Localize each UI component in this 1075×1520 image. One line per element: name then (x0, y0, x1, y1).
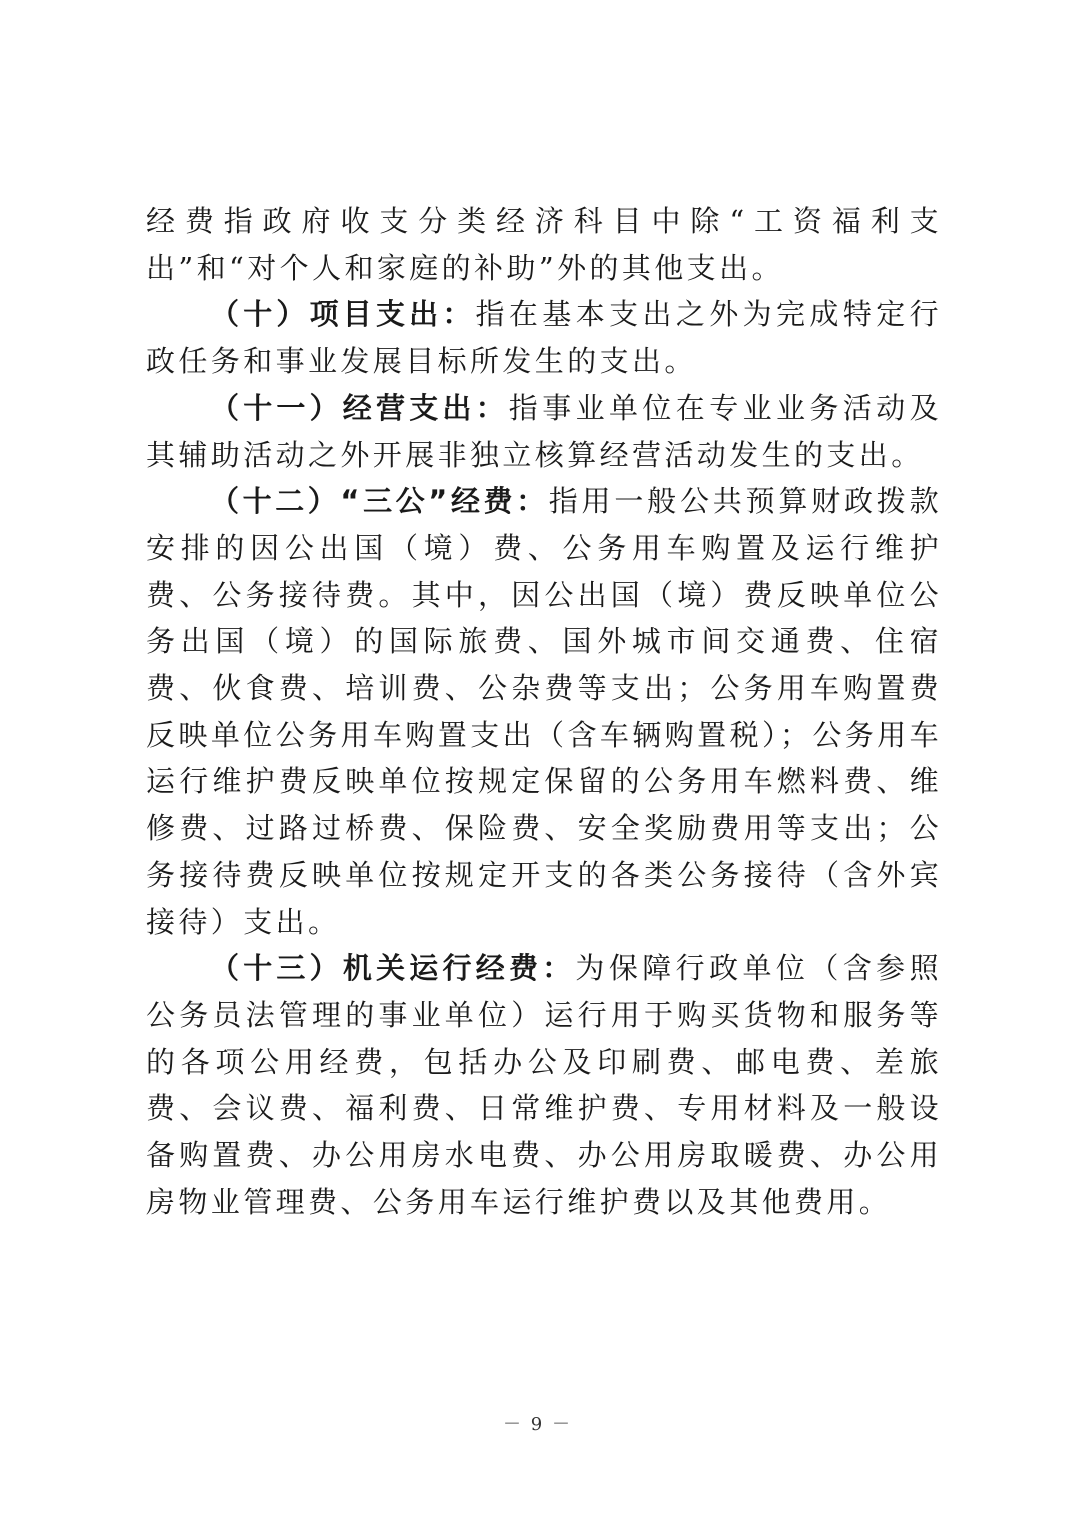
paragraph-text: 为保障行政单位（含参照公务员法管理的事业单位）运行用于购买货物和服务等的各项公用经费，包括办公及印刷费、邮电费、差旅费、会议费、福利费、日常维护费、专用材料及一般设备购置费、办公用房水电费、办公用房取暖费、办公用房物业管理费、公务用车运行维护费以及其他费用。 (146, 951, 942, 1219)
term-heading: （十二）“三公”经费： (210, 484, 549, 519)
term-heading: （十三）机关运行经费： (210, 951, 576, 986)
term-heading: （十）项目支出： (210, 297, 476, 332)
paragraph-agency-operating-costs (146, 945, 942, 1225)
paragraph-operating-expenditure (146, 385, 942, 478)
document-body (146, 198, 942, 1225)
paragraph-continuation (146, 198, 942, 291)
page-number: － 9 － (503, 1414, 572, 1435)
paragraph-text: 指在基本支出之外为完成特定行政任务和事业发展目标所发生的支出。 (146, 297, 942, 379)
paragraph-three-public-expenses (146, 478, 942, 945)
paragraph-text: 指事业单位在专业业务活动及其辅助活动之外开展非独立核算经营活动发生的支出。 (146, 390, 942, 472)
term-heading: （十一）经营支出： (210, 390, 509, 425)
paragraph-text: 指用一般公共预算财政拨款安排的因公出国（境）费、公务用车购置及运行维护费、公务接待费。其中，因公出国（境）费反映单位公务出国（境）的国际旅费、国外城市间交通费、住宿费、伙食费、培训费、公杂费等支出；公务用车购置费反映单位公务用车购置支出（含车辆购置税）；公务用车运行维护费反映单位按规定保留的公务用车燃料费、维修费、过路过桥费、保险费、安全奖励费用等支出；公务接待费反映单位按规定开支的各类公务接待（含外宾接待）支出。 (146, 484, 942, 939)
paragraph-project-expenditure (146, 291, 942, 384)
paragraph-text: 经费指政府收支分类经济科目中除“工资福利支出”和“对个人和家庭的补助”外的其他支出。 (146, 204, 942, 285)
